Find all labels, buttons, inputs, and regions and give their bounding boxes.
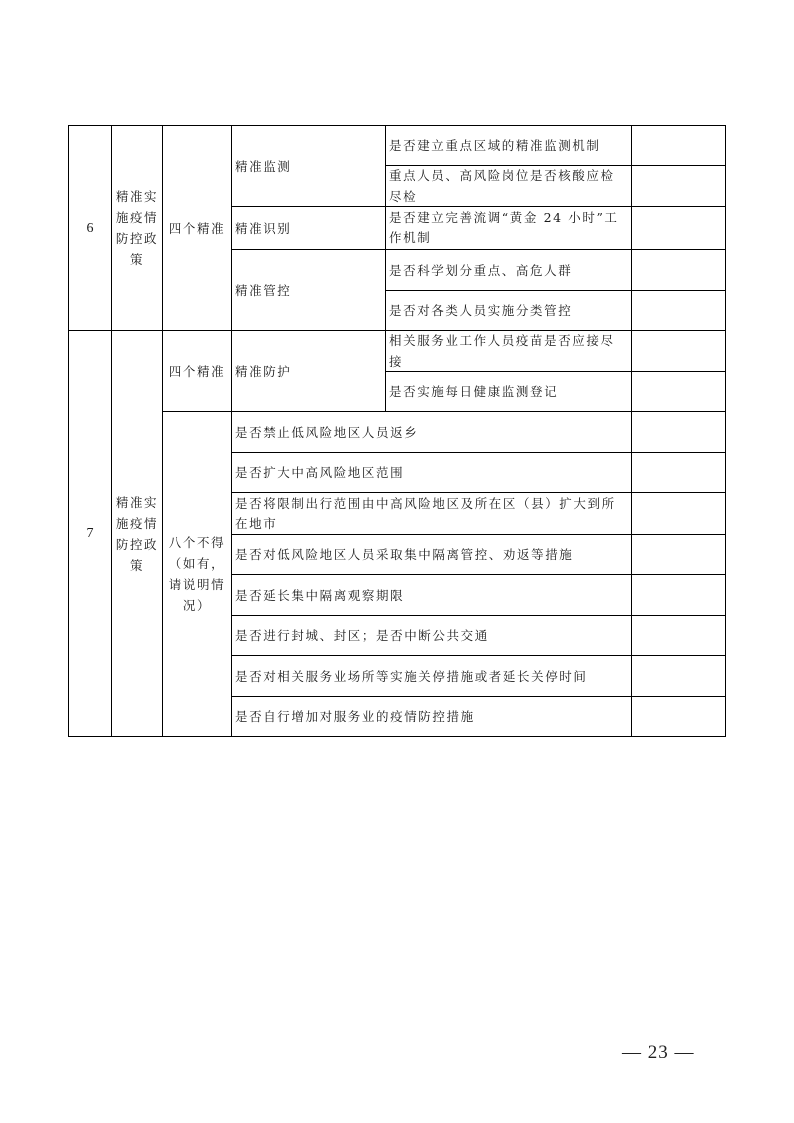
answer-cell[interactable] [631, 696, 726, 737]
answer-cell[interactable] [631, 534, 726, 575]
row-6-item [111, 125, 163, 331]
check-item: 是否扩大中高风险地区范围 [231, 452, 632, 493]
check-item: 是否将限制出行范围由中高风险地区及所在区（县）扩大到所在地市 [231, 492, 632, 535]
answer-cell[interactable] [631, 615, 726, 656]
check-item: 是否科学划分重点、高危人群 [385, 249, 632, 291]
check-item: 是否禁止低风险地区人员返乡 [231, 411, 632, 453]
answer-cell[interactable] [631, 574, 726, 616]
answer-cell[interactable] [631, 290, 726, 331]
row-7-category-four: 四个精准 [162, 330, 232, 412]
answer-cell[interactable] [631, 330, 726, 372]
check-item: 是否对相关服务业场所等实施关停措施或者延长关停时间 [231, 655, 632, 697]
check-item: 是否建立完善流调“黄金 24 小时”工作机制 [385, 206, 632, 250]
row-7-sub-precise-protection: 精准防护 [231, 330, 386, 412]
row-6-sub-precise-identification: 精准识别 [231, 206, 386, 250]
check-item: 是否建立重点区域的精准监测机制 [385, 125, 632, 166]
row-6-category: 四个精准 [162, 125, 232, 331]
row-6-sub-precise-monitoring: 精准监测 [231, 125, 386, 207]
answer-cell[interactable] [631, 165, 726, 207]
row-7-category-eight [162, 411, 232, 737]
answer-cell[interactable] [631, 206, 726, 250]
answer-cell[interactable] [631, 411, 726, 453]
row-6-number: 6 [68, 125, 112, 331]
check-item: 是否进行封城、封区；是否中断公共交通 [231, 615, 632, 656]
answer-cell[interactable] [631, 452, 726, 493]
answer-cell[interactable] [631, 125, 726, 166]
check-item: 重点人员、高风险岗位是否核酸应检尽检 [385, 165, 632, 207]
check-item: 相关服务业工作人员疫苗是否应接尽接 [385, 330, 632, 372]
row-7-item-text: 精准实施疫情防控政策 [115, 494, 159, 573]
row-7-item [111, 330, 163, 737]
row-6-item-text: 精准实施疫情防控政策 [115, 189, 159, 267]
check-item: 是否自行增加对服务业的疫情防控措施 [231, 696, 632, 737]
answer-cell[interactable] [631, 655, 726, 697]
answer-cell[interactable] [631, 492, 726, 535]
answer-cell[interactable] [631, 371, 726, 412]
check-item: 是否实施每日健康监测登记 [385, 371, 632, 412]
row-6-sub-precise-control: 精准管控 [231, 249, 386, 331]
check-item: 是否对低风险地区人员采取集中隔离管控、劝返等措施 [231, 534, 632, 575]
check-item: 是否对各类人员实施分类管控 [385, 290, 632, 331]
answer-cell[interactable] [631, 249, 726, 291]
check-item: 是否延长集中隔离观察期限 [231, 574, 632, 616]
row-7-category-eight-text: 八个不得（如有，请说明情况） [168, 535, 226, 613]
row-7-number: 7 [68, 330, 112, 737]
page-number: — 23 — [622, 1042, 695, 1063]
